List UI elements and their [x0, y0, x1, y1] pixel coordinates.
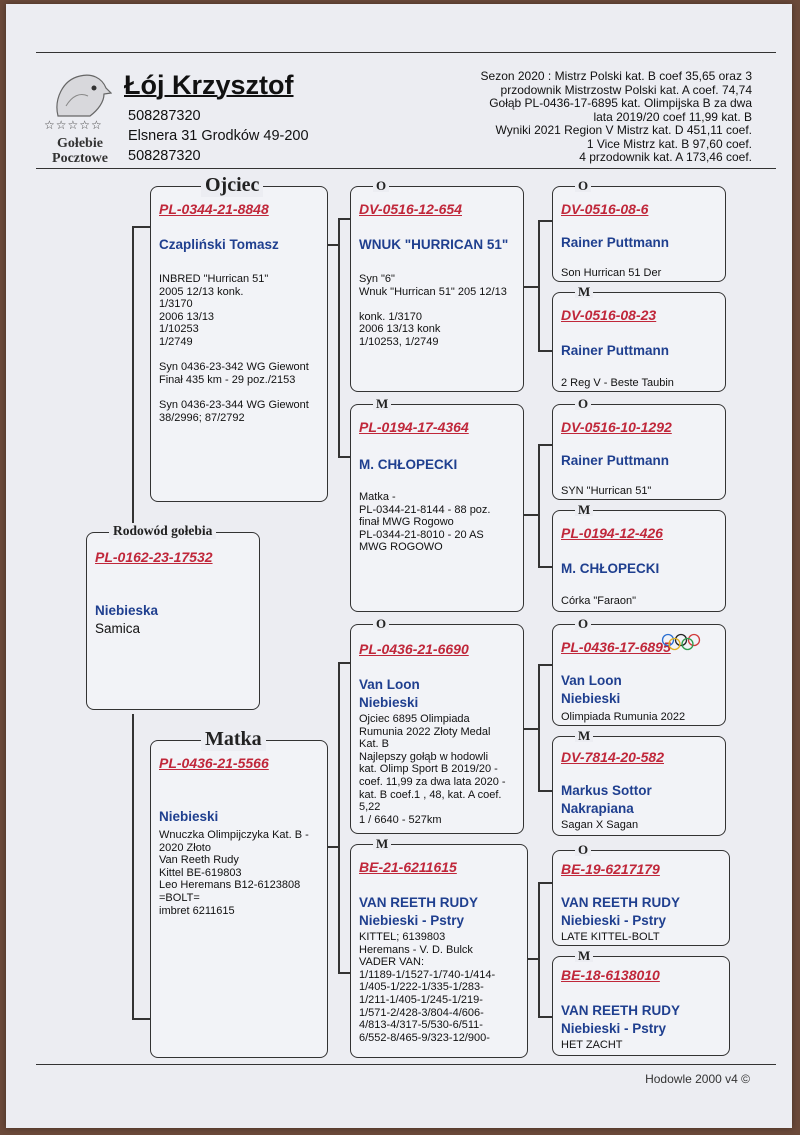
achievement-line: 4 przodownik kat. A 173,46 coef.	[579, 150, 752, 164]
pedigree-sheet	[6, 4, 792, 1128]
ggp-info: Sagan X Sagan	[561, 819, 639, 831]
footer-text: Hodowle 2000 v4 ©	[645, 1072, 750, 1086]
connector-line	[132, 714, 134, 1020]
connector-line	[524, 728, 538, 730]
header-top-rule	[36, 52, 776, 53]
ggp-info: SYN "Hurrican 51"	[561, 485, 652, 497]
ggp-ring: DV-7814-20-582	[561, 749, 664, 765]
logo-stars: ☆☆☆☆☆	[44, 118, 103, 132]
achievement-line: 1 Vice Mistrz kat. B 97,60 coef.	[586, 136, 752, 151]
granddam-paternal-ring: PL-0194-17-4364	[359, 419, 469, 435]
granddam-maternal-ring: BE-21-6211615	[359, 859, 457, 875]
sire-label: O	[373, 618, 389, 630]
owner-name: Łój Krzysztof	[124, 70, 294, 100]
ggp-info: Córka "Faraon"	[561, 595, 637, 607]
achievement-line: przodownik Mistrzostw Polski kat. A coef. 74,74	[500, 82, 752, 97]
ggp-name: Rainer Puttmann	[561, 235, 670, 250]
ggp-ring: PL-0194-12-426	[561, 525, 663, 541]
ggp-info: 2 Reg V - Beste Taubin	[561, 377, 674, 389]
ggp-name: VAN REETH RUDY	[561, 1003, 681, 1018]
ggp-color: Nakrapiana	[561, 801, 634, 816]
mother-box[interactable]	[150, 728, 328, 1058]
footer-rule	[36, 1064, 776, 1065]
grandsire-paternal-ring: DV-0516-12-654	[359, 201, 462, 217]
achievement-line: Gołąb PL-0436-17-6895 kat. Olimpijska B za dwa	[489, 96, 752, 110]
sire-label: O	[575, 844, 591, 856]
granddam-maternal-color: Niebieski - Pstry	[359, 913, 465, 928]
connector-line	[538, 566, 552, 568]
olympic-rings-icon	[661, 633, 701, 651]
connector-line	[538, 790, 552, 792]
connector-line	[338, 218, 350, 220]
dam-label: M	[575, 730, 593, 742]
achievement-line: lata 2019/20 coef 11,99 kat. B	[593, 109, 752, 124]
header-bottom-rule	[36, 168, 776, 169]
grandsire-paternal-info: Syn "6" Wnuk "Hurrican 51" 205 12/13 konk. 1/3170 2006 13/13 konk 1/10253, 1/2749	[359, 273, 507, 348]
subject-sex: Samica	[95, 621, 141, 636]
ggp-box[interactable]	[552, 284, 726, 392]
connector-line	[132, 226, 134, 532]
logo	[40, 64, 120, 164]
sire-label: O	[575, 180, 591, 192]
connector-line	[538, 444, 540, 568]
dam-label: M	[373, 838, 391, 850]
ggp-box[interactable]	[552, 396, 726, 500]
ggp-info: Olimpiada Rumunia 2022	[561, 711, 686, 723]
connector-line	[328, 846, 338, 848]
subject-title: Rodowód gołebia	[109, 523, 216, 539]
connector-line	[538, 882, 540, 1018]
ggp-name: Markus Sottor	[561, 783, 652, 798]
dam-label: M	[575, 950, 593, 962]
ggp-ring: DV-0516-08-6	[561, 201, 649, 217]
ggp-color: Niebieski	[561, 691, 621, 706]
achievement-line: Sezon 2020 : Mistrz Polski kat. B coef 35,65 oraz 3	[480, 69, 752, 83]
connector-line	[538, 1016, 552, 1018]
ggp-color: Niebieski - Pstry	[561, 1021, 667, 1036]
granddam-maternal-box[interactable]	[350, 836, 528, 1058]
connector-line	[132, 226, 150, 228]
mother-title: Matka	[201, 728, 266, 751]
connector-line	[132, 1018, 150, 1020]
connector-line	[328, 244, 338, 246]
ggp-ring: BE-19-6217179	[561, 861, 660, 877]
connector-line	[538, 664, 552, 666]
pigeon-head-icon	[48, 66, 112, 122]
mother-info: Wnuczka Olimpijczyka Kat. B - 2020 Złoto Van Reeth Rudy Kittel BE-619803 Leo Heremans B12-6123808 =BOLT= imbret 6211615	[159, 829, 309, 917]
connector-line	[338, 456, 350, 458]
dam-label: M	[575, 286, 593, 298]
ggp-box[interactable]	[552, 842, 730, 946]
connector-line	[338, 662, 350, 664]
connector-line	[538, 444, 552, 446]
dam-label: M	[373, 398, 391, 410]
connector-line	[524, 514, 538, 516]
sire-label: O	[575, 398, 591, 410]
sire-label: O	[575, 618, 591, 630]
ggp-color: Niebieski - Pstry	[561, 913, 667, 928]
achievement-line: Wyniki 2021 Region V Mistrz kat. D 451,11 coef.	[495, 123, 752, 137]
ggp-ring: PL-0436-17-6895	[561, 639, 671, 655]
subject-color: Niebieska	[95, 603, 159, 618]
granddam-paternal-box[interactable]	[350, 396, 524, 612]
ggp-ring: BE-18-6138010	[561, 967, 660, 983]
father-info: INBRED "Hurrican 51" 2005 12/13 konk. 1/3170 2006 13/13 1/10253 1/2749 Syn 0436-23-342 WG Giewont Finał 435 km - 29 poz./2153 Syn 0436-23-344 WG Giewont 38/2996; 87/2792	[159, 273, 309, 424]
grandsire-paternal-name: WNUK "HURRICAN 51"	[359, 237, 509, 252]
achievements	[452, 70, 752, 165]
grandsire-maternal-info: Ojciec 6895 Olimpiada Rumunia 2022 Złoty Medal Kat. B Najlepszy gołąb w hodowli kat. Olimp Sport B 2019/20 - coef. 11,99 za dwa lata 2020 - kat. B coef.1 , 48, kat. A coef. 5,22 1 / 6640 - 527km	[359, 713, 506, 826]
owner-phone: 508287320	[128, 108, 201, 124]
dam-label: M	[575, 504, 593, 516]
ggp-name: Van Loon	[561, 673, 622, 688]
connector-line	[338, 662, 340, 974]
sire-label: O	[373, 180, 389, 192]
grandsire-maternal-name: Van Loon	[359, 677, 420, 692]
father-name: Czapliński Tomasz	[159, 237, 279, 252]
granddam-paternal-info: Matka - PL-0344-21-8144 - 88 poz. finał MWG Rogowo PL-0344-21-8010 - 20 AS MWG ROGOWO	[359, 491, 491, 554]
ggp-box[interactable]	[552, 178, 726, 282]
ggp-ring: DV-0516-10-1292	[561, 419, 672, 435]
granddam-maternal-name: VAN REETH RUDY	[359, 895, 479, 910]
grandsire-maternal-box[interactable]	[350, 616, 524, 834]
connector-line	[338, 972, 350, 974]
ggp-box[interactable]	[552, 502, 726, 612]
owner-address: Elsnera 31 Grodków 49-200	[128, 128, 309, 144]
connector-line	[538, 350, 552, 352]
logo-text: Gołebie Pocztowe	[52, 136, 108, 166]
subject-box[interactable]	[86, 523, 260, 710]
ggp-ring: DV-0516-08-23	[561, 307, 657, 323]
ggp-box[interactable]	[552, 728, 726, 836]
ggp-info: LATE KITTEL-BOLT	[561, 931, 660, 943]
connector-line	[338, 218, 340, 458]
ggp-info: Son Hurrican 51 Der	[561, 267, 662, 279]
ggp-name: Rainer Puttmann	[561, 453, 670, 468]
connector-line	[524, 286, 538, 288]
father-title: Ojciec	[201, 174, 263, 197]
ggp-name: VAN REETH RUDY	[561, 895, 681, 910]
mother-color: Niebieski	[159, 809, 219, 824]
owner-phone-2: 508287320	[128, 148, 201, 164]
ggp-name: Rainer Puttmann	[561, 343, 670, 358]
granddam-maternal-info: KITTEL; 6139803 Heremans - V. D. Bulck VADER VAN: 1/1189-1/1527-1/740-1/414- 1/405-1/222-1/335-1/283- 1/211-1/405-1/245-1/219- 1/571-2/428-3/804-4/606- 4/813-4/317-5/530-6/511- 6/552-8/465-9/323-12/900-	[359, 931, 496, 1044]
subject-ring: PL-0162-23-17532	[95, 549, 213, 565]
mother-ring: PL-0436-21-5566	[159, 755, 269, 771]
ggp-box[interactable]	[552, 616, 726, 726]
ggp-box[interactable]	[552, 948, 730, 1056]
connector-line	[538, 664, 540, 792]
ggp-info: HET ZACHT	[561, 1039, 623, 1051]
connector-line	[538, 882, 552, 884]
father-ring: PL-0344-21-8848	[159, 201, 269, 217]
connector-line	[538, 220, 552, 222]
connector-line	[538, 220, 540, 352]
grandsire-maternal-color: Niebieski	[359, 695, 419, 710]
grandsire-paternal-box[interactable]	[350, 178, 524, 392]
ggp-name: M. CHŁOPECKI	[561, 561, 660, 576]
grandsire-maternal-ring: PL-0436-21-6690	[359, 641, 469, 657]
granddam-paternal-name: M. CHŁOPECKI	[359, 457, 458, 472]
father-box[interactable]	[150, 174, 328, 502]
